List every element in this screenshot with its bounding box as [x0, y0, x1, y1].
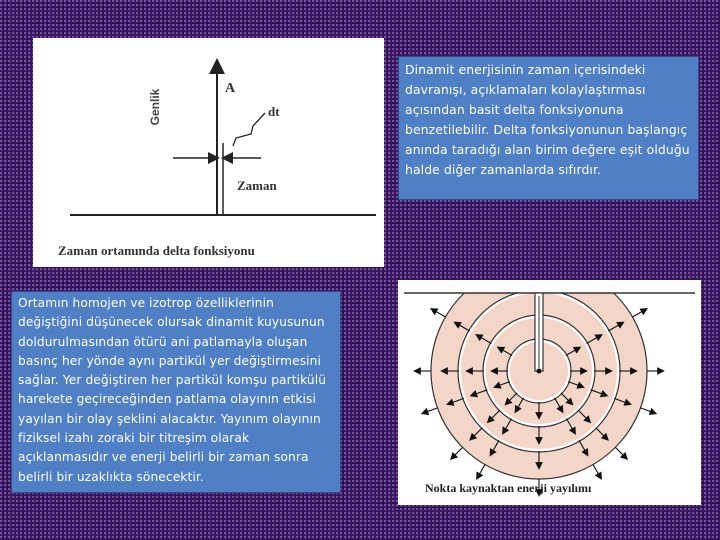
- radial-arrow: [615, 447, 625, 457]
- amplitude-axis-label: Genlik: [148, 88, 162, 126]
- propagation-explanation-textbox: [11, 291, 341, 493]
- dt-leader-line: [233, 113, 265, 146]
- label-dt: dt: [268, 104, 280, 119]
- radial-arrow: [424, 408, 437, 413]
- delta-explanation-textbox: [398, 56, 699, 200]
- delta-function-diagram: [33, 38, 384, 267]
- radial-arrow: [593, 465, 600, 477]
- point-source: [537, 369, 542, 374]
- radial-arrow: [453, 447, 463, 457]
- propagation-explanation-text: Ortamın homojen ve izotrop özelliklerinin değiştiğini düşünecek olursak dinamit kuyusunun doldurulmasından ötürü ani patlamayla oluşan basınç her yönde aynı partikül yer değiştirmesini sağlar. Yer değiştiren her partikül komşu partikülü harekete geçireceğinden patlama olayının etkisi yayılan bir olay şeklini alacaktır. Yayınım olayının fiziksel izahı zoraki bir titreşim olarak açıklanmasıdır ve enerji belirli bir zaman sonra belirli bir uzaklıkta sönecektir.: [18, 296, 327, 484]
- delta-explanation-text: Dinamit enerjisinin zaman içerisindeki davranışı, açıklamaları kolaylaştırması açısından basit delta fonksiyonuna benzetilebilir. Delta fonksiyonunun başlangıç anında taradığı alan birim değere eşit olduğu halde diğer zamanlarda sıfırdır.: [405, 62, 690, 177]
- radial-arrow: [633, 310, 645, 317]
- radial-arrow: [641, 408, 654, 413]
- radial-arrow: [478, 465, 485, 477]
- wave-caption: Nokta kaynaktan enerji yayılımı: [425, 481, 592, 495]
- time-axis-label: Zaman: [237, 178, 277, 193]
- radial-arrow: [433, 310, 445, 317]
- label-a: A: [225, 81, 236, 96]
- point-source-propagation-figure: [398, 280, 701, 505]
- point-source-diagram: [398, 280, 701, 505]
- delta-caption: Zaman ortamında delta fonksiyonu: [58, 243, 255, 258]
- delta-function-figure: [33, 38, 384, 267]
